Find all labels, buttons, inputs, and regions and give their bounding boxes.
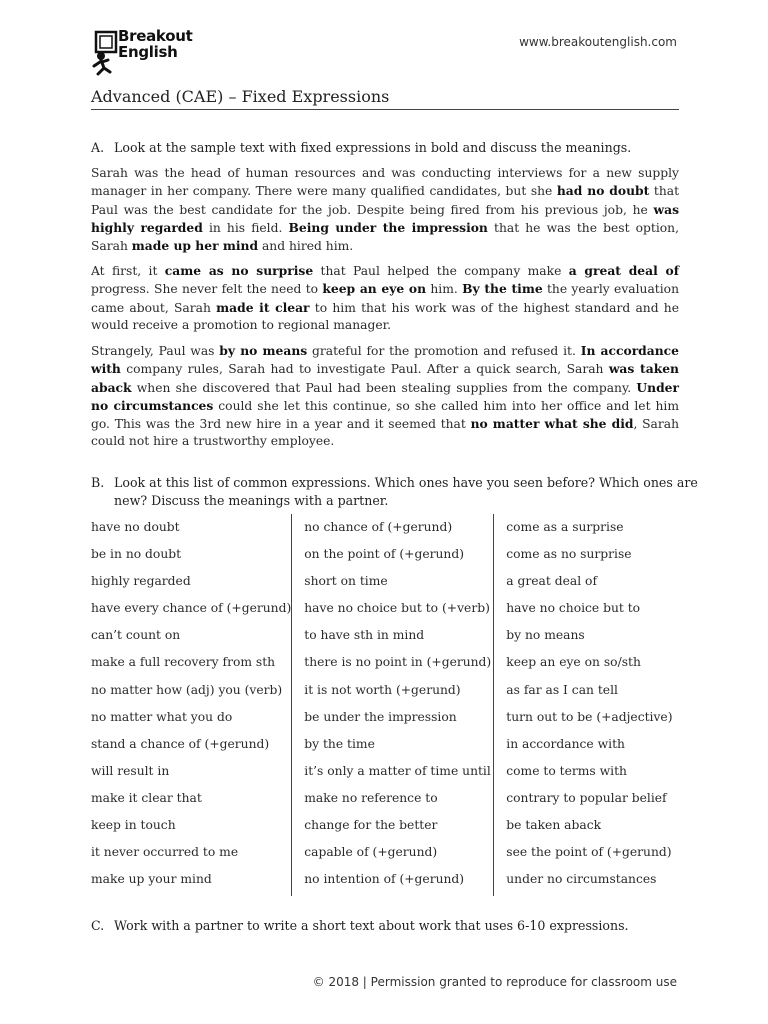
fixed-expression: made up her mind (131, 238, 259, 254)
story-text: him. (426, 282, 463, 297)
expression-item: there is no point in (+gerund) (304, 655, 492, 670)
logo-line-1: Breakout (118, 27, 193, 45)
expressions-column-3 (493, 514, 681, 896)
expression-item: be taken aback (506, 818, 602, 833)
fixed-expression: came as no surprise (164, 263, 314, 278)
expression-item: come to terms with (506, 763, 627, 778)
expression-item: no intention of (+gerund) (304, 872, 465, 887)
running-person-icon (92, 30, 118, 76)
expression-item: a great deal of (506, 574, 597, 589)
expression-item: short on time (304, 574, 388, 589)
fixed-expression: no matter what she did (470, 416, 634, 432)
expression-item: it’s only a matter of time until (304, 763, 491, 778)
section-a-instruction: Look at the sample text with fixed expressions in bold and discuss the meanings. (114, 140, 632, 155)
section-c-instruction: Work with a partner to write a short text about work that uses 6-10 expressions. (114, 918, 629, 933)
expression-item: by no means (506, 628, 585, 643)
site-url: www.breakoutenglish.com (519, 35, 677, 49)
expression-item: no matter what you do (91, 709, 233, 724)
fixed-expression: was taken aback (91, 361, 679, 395)
expression-item: have no doubt (91, 520, 180, 534)
story-text: grateful for the promotion and refused it. (307, 344, 581, 358)
expression-item: contrary to popular belief (506, 790, 667, 805)
expressions-column-2 (291, 514, 493, 896)
expression-item: have every chance of (+gerund) (91, 601, 292, 616)
fixed-expression: Being under the impression (288, 219, 488, 235)
copyright-footer: © 2018 | Permission granted to reproduce for classroom use (312, 975, 677, 989)
expression-item: can’t count on (91, 628, 181, 643)
expression-item: no matter how (adj) you (verb) (91, 682, 283, 697)
expression-item: it never occurred to me (91, 845, 239, 860)
expression-item: it is not worth (+gerund) (304, 682, 461, 697)
section-b-heading (91, 474, 702, 509)
expression-item: make up your mind (91, 872, 212, 887)
expression-item: have no choice but to (506, 601, 641, 616)
section-b-letter: B. (91, 475, 105, 490)
expression-item: keep in touch (91, 818, 176, 833)
expression-item: to have sth in mind (304, 628, 425, 643)
fixed-expression: a great deal of (568, 263, 679, 278)
expression-item: on the point of (+gerund) (304, 547, 465, 562)
page-title: Advanced (CAE) – Fixed Expressions (91, 86, 679, 110)
section-a-heading (91, 139, 702, 157)
logo-wordmark (118, 28, 192, 60)
expression-item: as far as I can tell (506, 682, 618, 697)
section-a-letter: A. (91, 140, 105, 155)
fixed-expression: In accordance with (91, 343, 679, 377)
logo-line-2: English (118, 43, 178, 61)
section-c-letter: C. (91, 918, 105, 933)
expression-item: come as no surprise (506, 547, 632, 562)
story-text: that he was the best option, Sarah (91, 220, 680, 254)
expression-item: have no choice but to (+verb) (304, 601, 490, 616)
story-text: to him that his work was of the highest standard and he would receive a promotion to regional manager. (91, 300, 680, 332)
fixed-expression: keep an eye on (322, 281, 427, 297)
breakout-english-logo (92, 28, 212, 78)
story-text: when she discovered that Paul had been stealing supplies from the company. (131, 380, 637, 395)
expressions-grid (91, 514, 681, 896)
fixed-expression: By the time (462, 281, 543, 297)
expression-item: under no circumstances (506, 872, 657, 887)
story-text: Sarah was the head of human resources and was conducting interviews for a new supply manager in her company. There were many qualified candidates, but she (91, 166, 679, 199)
expression-item: make a full recovery from sth (91, 655, 276, 670)
expression-item: see the point of (+gerund) (506, 845, 672, 860)
story-text: that Paul helped the company make (313, 264, 569, 278)
expression-item: will result in (91, 763, 170, 778)
story-paragraph-3 (91, 342, 679, 451)
expression-item: capable of (+gerund) (304, 845, 438, 860)
fixed-expression: had no doubt (556, 183, 650, 199)
fixed-expression: made it clear (216, 299, 310, 315)
expressions-column-1 (91, 514, 291, 896)
story-text: and hired him. (258, 239, 354, 254)
expression-item: highly regarded (91, 574, 191, 589)
section-c-heading (91, 917, 702, 935)
story-text: could she let this continue, so she called him into her office and let him go. This was the 3rd new hire in a year and it seemed that (91, 398, 679, 432)
expression-item: make it clear that (91, 790, 202, 805)
story-text: company rules, Sarah had to investigate Paul. After a quick search, Sarah (120, 362, 609, 377)
story-text: At first, it (91, 264, 165, 278)
fixed-expression: by no means (219, 343, 308, 358)
story-text: in his field. (202, 220, 289, 235)
story-text: Strangely, Paul was (91, 344, 220, 358)
story-paragraph-2 (91, 262, 679, 334)
story-paragraph-1 (91, 165, 679, 255)
expression-item: in accordance with (506, 736, 625, 751)
expression-item: be in no doubt (91, 547, 182, 562)
section-b-instruction: Look at this list of common expressions. Which ones have you seen before? Which ones are new? Discuss the meanings with a partner. (114, 475, 698, 508)
expression-item: make no reference to (304, 790, 438, 805)
expression-item: keep an eye on so/sth (506, 655, 641, 670)
expression-item: stand a chance of (+gerund) (91, 736, 270, 751)
expression-item: change for the better (304, 818, 438, 833)
fixed-expression: was highly regarded (91, 201, 679, 235)
expression-item: be under the impression (304, 709, 457, 724)
expression-item: by the time (304, 736, 375, 751)
story-text: the yearly evaluation came about, Sarah (91, 282, 679, 315)
expression-item: no chance of (+gerund) (304, 520, 453, 534)
expression-item: come as a surprise (506, 520, 624, 534)
fixed-expression: Under no circumstances (91, 379, 679, 413)
story-text: , Sarah could not hire a trustworthy employee. (91, 417, 680, 449)
expression-item: turn out to be (+adjective) (506, 709, 673, 724)
story-text: progress. She never felt the need to (91, 282, 323, 297)
story-text: that Paul was the best candidate for the job. Despite being fired from his previous job, he (91, 184, 680, 217)
